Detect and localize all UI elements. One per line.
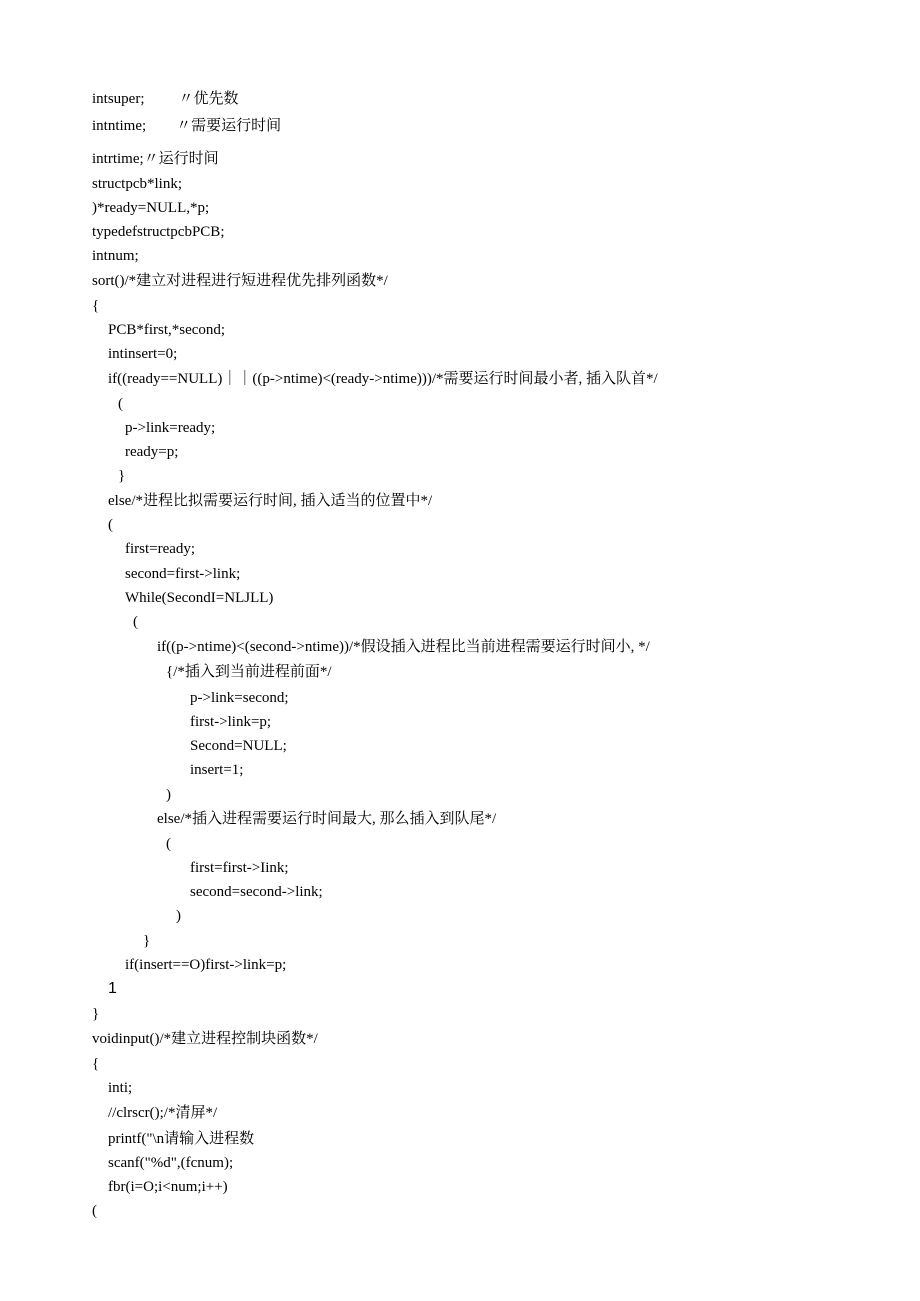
code-line: p->link=second; <box>190 690 289 706</box>
code-line: first=first->Iink; <box>190 860 289 876</box>
code-line: ( <box>133 614 138 630</box>
code-line: intrtime;〃运行时间 <box>92 151 219 167</box>
code-text: intsuper; <box>92 91 145 107</box>
code-line: else/*插入进程需要运行时间最大, 那么插入到队尾*/ <box>157 811 497 827</box>
code-line: scanf("%d",(fcnum); <box>108 1155 234 1171</box>
code-text: intntime; <box>92 118 147 134</box>
code-line: //clrscr();/*清屏*/ <box>108 1105 218 1121</box>
code-line: if((p->ntime)<(second->ntime))/*假设插入进程比当前进程需要运行时间小, */ <box>157 639 650 655</box>
code-line: if(insert==O)first->link=p; <box>125 957 287 973</box>
code-line: ) <box>176 908 181 924</box>
code-line <box>92 90 239 108</box>
code-comment: 〃优先数 <box>178 91 239 107</box>
code-line: first->link=p; <box>190 714 272 730</box>
code-line: else/*进程比拟需要运行时间, 插入适当的位置中*/ <box>108 493 433 509</box>
code-line: inti; <box>108 1080 133 1096</box>
code-line: fbr(i=O;i<num;i++) <box>108 1179 228 1195</box>
code-line: ( <box>92 1203 97 1219</box>
code-line: ( <box>108 517 113 533</box>
code-line: if((ready==NULL)｜｜((p->ntime)<(ready->ntime)))/*需要运行时间最小者, 插入队首*/ <box>108 371 658 387</box>
code-line: voidinput()/*建立进程控制块函数*/ <box>92 1031 318 1047</box>
code-line: ( <box>118 396 123 412</box>
code-line: second=first->link; <box>125 566 241 582</box>
code-line: PCB*first,*second; <box>108 322 226 338</box>
code-line: first=ready; <box>125 541 196 557</box>
code-line: structpcb*link; <box>92 176 182 192</box>
code-line: typedefstructpcbPCB; <box>92 224 225 240</box>
code-comment: 〃需要运行时间 <box>176 118 282 134</box>
code-line: intnum; <box>92 248 139 264</box>
code-line: )*ready=NULL,*p; <box>92 200 210 216</box>
code-line: ready=p; <box>125 444 179 460</box>
code-line: sort()/*建立对进程进行短进程优先排列函数*/ <box>92 273 388 289</box>
code-line: } <box>92 1006 100 1022</box>
code-line: ) <box>166 787 171 803</box>
code-line: } <box>118 468 126 484</box>
code-line: { <box>92 1056 100 1072</box>
code-line: {/*插入到当前进程前面*/ <box>166 664 332 680</box>
code-line: intinsert=0; <box>108 346 178 362</box>
code-line: ( <box>166 836 171 852</box>
code-line: p->link=ready; <box>125 420 216 436</box>
code-line: printf("\n请输入进程数 <box>108 1131 255 1147</box>
code-line: second=second->link; <box>190 884 323 900</box>
code-line: insert=1; <box>190 762 244 778</box>
code-line <box>92 117 281 135</box>
code-line: While(SecondI=NLJLL) <box>125 590 274 606</box>
code-line: 1 <box>108 980 117 997</box>
code-line: { <box>92 298 100 314</box>
code-line: } <box>143 933 151 949</box>
code-line: Second=NULL; <box>190 738 287 754</box>
